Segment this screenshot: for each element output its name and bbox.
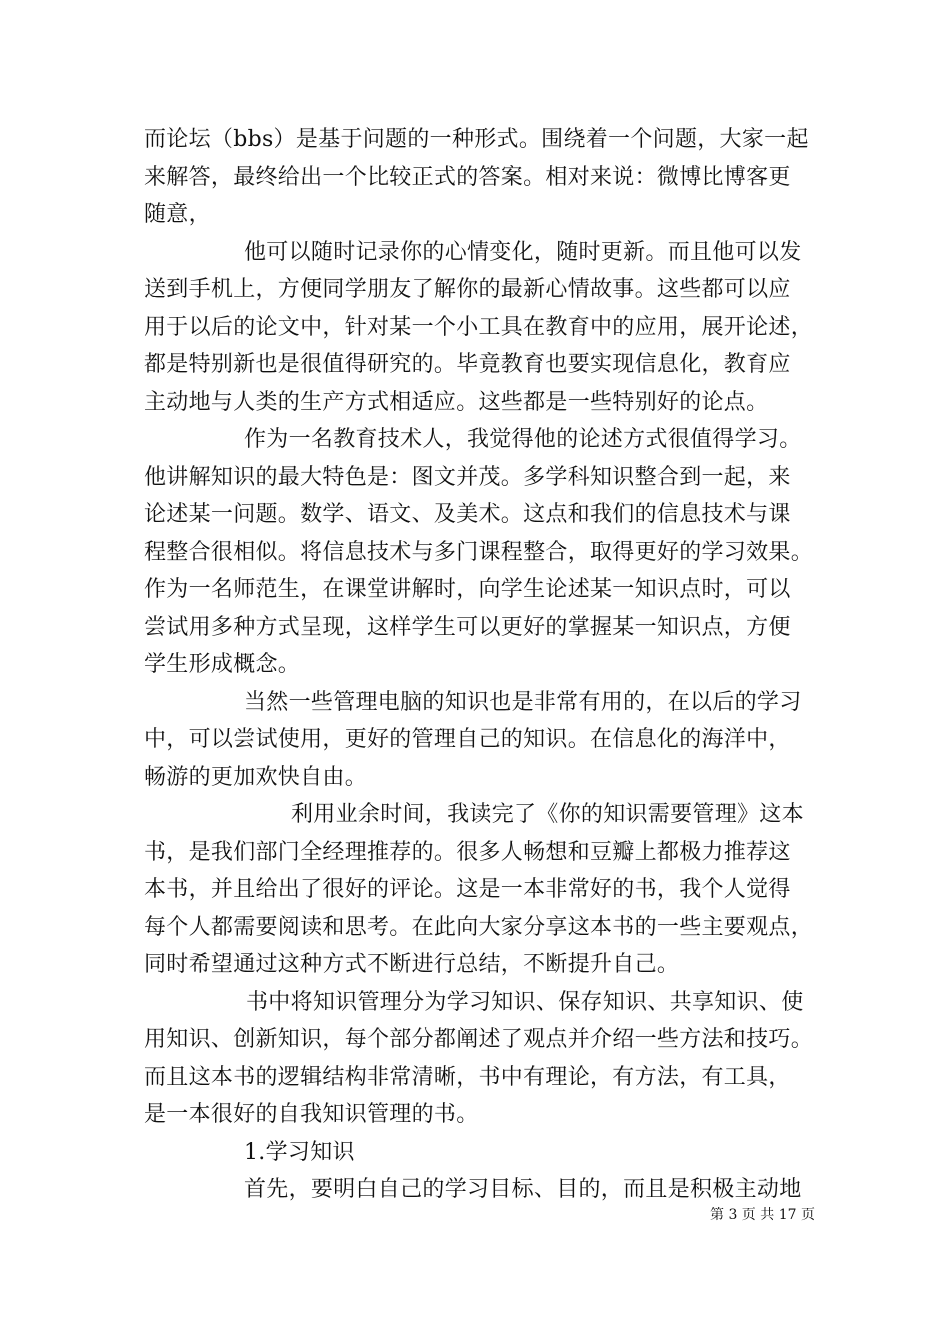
text-line: 都是特别新也是很值得研究的。毕竟教育也要实现信息化，教育应: [144, 352, 791, 377]
text-line: 主动地与人类的生产方式相适应。这些都是一些特别好的论点。: [144, 389, 769, 415]
text-line: 中，可以尝试使用，更好的管理自己的知识。在信息化的海洋中，: [144, 727, 791, 752]
text-line: 畅游的更加欢快自由。: [144, 764, 368, 790]
text-line: 送到手机上，方便同学朋友了解你的最新心情故事。这些都可以应: [144, 277, 791, 302]
text-line: 本书，并且给出了很好的评论。这是一本非常好的书，我个人觉得: [144, 877, 791, 902]
text-line: 当然一些管理电脑的知识也是非常有用的，在以后的学习: [244, 689, 802, 715]
text-line: 利用业余时间，我读完了《你的知识需要管理》这本: [291, 802, 804, 827]
text-line: 尝试用多种方式呈现，这样学生可以更好的掌握某一知识点，方便: [144, 614, 791, 640]
text-line: 用知识、创新知识，每个部分都阐述了观点并介绍一些方法和技巧。: [144, 1027, 814, 1052]
text-line: 用于以后的论文中，针对某一个小工具在教育中的应用，展开论述，: [144, 314, 814, 340]
text-line: 随意，: [144, 202, 211, 227]
text-line: 每个人都需要阅读和思考。在此向大家分享这本书的一些主要观点，: [144, 914, 814, 940]
text-line: 作为一名教育技术人，我觉得他的论述方式很值得学习。: [244, 427, 802, 452]
text-line: 书，是我们部门全经理推荐的。很多人畅想和豆瓣上都极力推荐这: [144, 839, 791, 865]
text-line: 同时希望通过这种方式不断进行总结，不断提升自己。: [144, 952, 680, 977]
text-line: 书中将知识管理分为学习知识、保存知识、共享知识、使: [246, 989, 804, 1015]
text-line: 论述某一问题。数学、语文、及美术。这点和我们的信息技术与课: [144, 502, 791, 527]
text-line: 作为一名师范生，在课堂讲解时，向学生论述某一知识点时，可以: [144, 577, 791, 602]
text-line: 来解答，最终给出一个比较正式的答案。相对来说：微博比博客更: [144, 164, 791, 190]
text-line: 是一本很好的自我知识管理的书。: [144, 1102, 479, 1127]
text-line: 程整合很相似。将信息技术与多门课程整合，取得更好的学习效果。: [144, 539, 814, 565]
text-line: 1.学习知识: [244, 1139, 355, 1165]
text-line: 而论坛（bbs）是基于问题的一种形式。围绕着一个问题，大家一起: [144, 127, 809, 152]
body-text: [144, 121, 824, 1209]
text-line: 他讲解知识的最大特色是：图文并茂。多学科知识整合到一起，来: [144, 464, 791, 490]
text-line: 首先，要明白自己的学习目标、目的，而且是积极主动地: [244, 1177, 802, 1202]
text-line: 而且这本书的逻辑结构非常清晰，书中有理论，有方法，有工具，: [144, 1064, 791, 1090]
text-line: 学生形成概念。: [144, 652, 301, 677]
page-footer: 第 3 页 共 17 页: [710, 1207, 815, 1223]
text-line: 他可以随时记录你的心情变化，随时更新。而且他可以发: [244, 239, 802, 265]
